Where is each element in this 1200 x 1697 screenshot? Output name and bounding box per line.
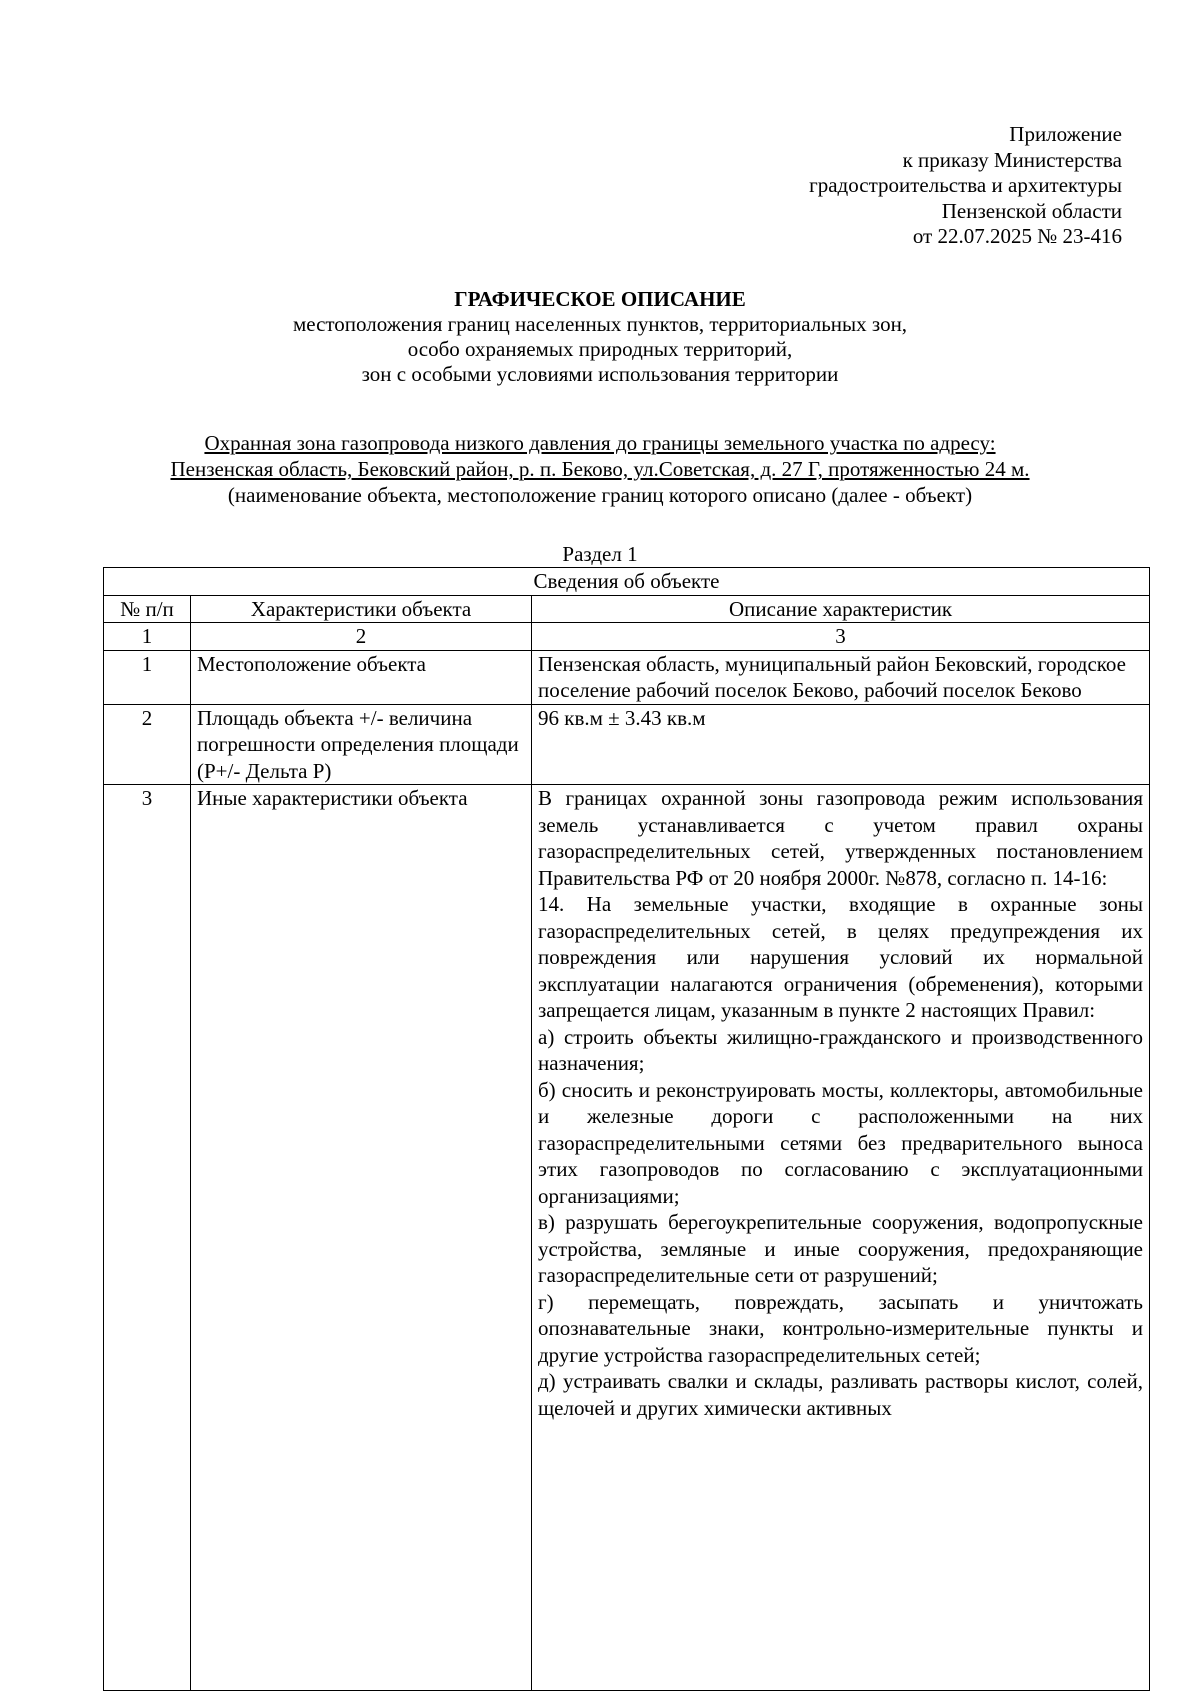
table-title-row xyxy=(104,568,1150,596)
description-paragraph: 96 кв.м ± 3.43 кв.м xyxy=(538,705,706,730)
column-number: 1 xyxy=(104,623,191,651)
row-characteristic: Местоположение объекта xyxy=(191,650,532,704)
subtitle-line: особо охраняемых природных территорий, xyxy=(407,337,793,361)
document-title-block xyxy=(100,287,1100,387)
table-row xyxy=(104,650,1150,704)
column-number-row xyxy=(104,623,1150,651)
section-label: Раздел 1 xyxy=(562,542,638,566)
table-header-row xyxy=(104,595,1150,623)
description-paragraph: б) сносить и реконструировать мосты, коллекторы, автомобильные и железные дороги с расположенными на них газораспределительными сетями без предварительного выноса этих газопроводов по согласованию с эксплуатационными организациями; xyxy=(538,1077,1143,1208)
description-paragraph: В границах охранной зоны газопровода режим использования земель устанавливается с учетом правил охраны газораспределительных сетей, утвержденных постановлением Правительства РФ от 20 ноября 2000г. №878, согласно п. 14-16: xyxy=(538,786,1143,890)
row-description xyxy=(532,785,1150,1691)
row-number: 1 xyxy=(104,650,191,704)
appendix-line: Пензенской области xyxy=(941,198,1122,223)
description-paragraph: г) перемещать, повреждать, засыпать и уничтожать опознавательные знаки, контрольно-измерительные пункты и другие устройства газораспределительных сетей; xyxy=(538,1289,1143,1367)
row-description xyxy=(532,650,1150,704)
row-number: 2 xyxy=(104,704,191,785)
object-caption: (наименование объекта, местоположение границ которого описано (далее - объект) xyxy=(227,483,973,507)
row-characteristic: Иные характеристики объекта xyxy=(191,785,532,1691)
row-description xyxy=(532,704,1150,785)
appendix-date-line: от 22.07.2025 № 23-416 xyxy=(912,224,1122,248)
appendix-line: к приказу Министерства xyxy=(902,147,1122,172)
object-name-block xyxy=(100,430,1100,508)
object-info-table xyxy=(103,567,1150,1691)
description-paragraph: Пензенская область, муниципальный район Бековский, городское поселение рабочий поселок Беково, рабочий поселок Беково xyxy=(538,651,1126,702)
document-title: ГРАФИЧЕСКОЕ ОПИСАНИЕ xyxy=(454,287,746,311)
row-characteristic: Площадь объекта +/- величина погрешности определения площади (P+/- Дельта P) xyxy=(191,704,532,785)
column-number: 2 xyxy=(191,623,532,651)
object-name-line: Охранная зона газопровода низкого давления до границы земельного участка по адресу: xyxy=(204,431,996,455)
table-row xyxy=(104,785,1150,1691)
table-row xyxy=(104,704,1150,785)
description-paragraph: д) устраивать свалки и склады, разливать растворы кислот, солей, щелочей и других химически активных xyxy=(538,1369,1143,1420)
header-description: Описание характеристик xyxy=(532,595,1150,623)
description-paragraph: а) строить объекты жилищно-гражданского и производственного назначения; xyxy=(538,1024,1143,1075)
appendix-line: Приложение xyxy=(1009,122,1122,146)
subtitle-line: местоположения границ населенных пунктов, территориальных зон, xyxy=(292,312,908,336)
table-title: Сведения об объекте xyxy=(104,568,1150,596)
row-number: 3 xyxy=(104,785,191,1691)
description-paragraph: 14. На земельные участки, входящие в охранные зоны газораспределительных сетей, в целях предупреждения их повреждения или нарушения условий их нормальной эксплуатации налагаются ограничения (обременения), которыми запрещается лицам, указанным в пункте 2 настоящих Правил: xyxy=(538,892,1143,1022)
description-paragraph: в) разрушать берегоукрепительные сооружения, водопропускные устройства, земляные и иные сооружения, предохраняющие газораспределительные сети от разрушений; xyxy=(538,1210,1143,1287)
header-characteristic: Характеристики объекта xyxy=(191,595,532,623)
appendix-line: градостроительства и архитектуры xyxy=(809,173,1122,197)
column-number: 3 xyxy=(532,623,1150,651)
appendix-block xyxy=(809,122,1122,250)
header-number: № п/п xyxy=(104,595,191,623)
object-address-line: Пензенская область, Бековский район, р. п. Беково, ул.Советская, д. 27 Г, протяженностью 24 м. xyxy=(170,457,1030,481)
subtitle-line: зон с особыми условиями использования территории xyxy=(361,362,839,386)
